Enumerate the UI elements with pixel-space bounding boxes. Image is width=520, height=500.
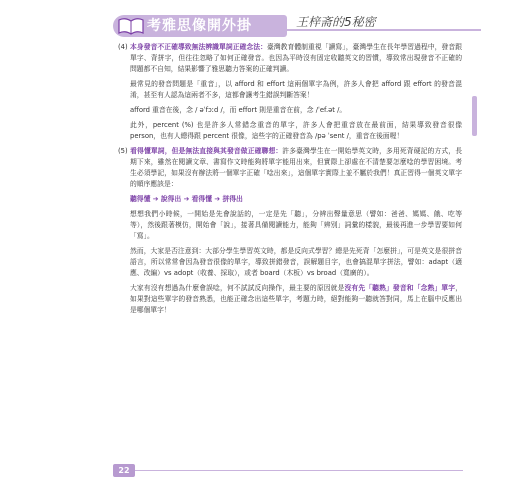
section-4-heading: 本身發音不正確導致無法辨識單詞正確念法： [130, 43, 267, 51]
header-rule [281, 29, 481, 31]
section-5-text: 許多臺灣學生在一開始學英文時，多用死背硬記的方式，長期下來，雖然在閱讀文章、書寫作文時能夠將單字能用出來，但實際上卻處在不清楚要怎麼唸的學習困境。考生必須學記，如果沒有辦法將一個單字正確「唸出來」，這個單字實際上並不屬於我們！真正習得一個英文單字的順序應該是： [130, 147, 463, 188]
section-4-intro [118, 42, 463, 75]
section-4-pronunciation: afford 重音在後，念 / əˈfɔːd /，而 effort 則是重音在前，念 /ˈef.ət /。 [130, 106, 347, 114]
section-4-number: (4) [118, 43, 128, 51]
section-5-reverse-learning: 然而，大家是否注意到：大部分學生學習英文時，都是反向式學習？總是先死背「怎麼拼」，可是英文是很拼音語言，所以常常會因為發音很像的單字，導致拼錯發音，誤解題目字，也會搞混單字拼法，譬如：adapt（適應、改編）vs adopt（收養、採取），或者 board（木板）vs broad（寬廣的）。 [130, 247, 462, 277]
conclusion-highlight: 沒有先「聽熟」發音和「念熟」單字 [344, 284, 456, 292]
section-5-conclusion [130, 283, 462, 316]
conclusion-text-a: 大家有沒有想過為什麼會誤唸，何不試試反向操作，最主要的原因就是 [130, 284, 345, 292]
footer-rule [113, 470, 463, 471]
learning-sequence: 聽得懂 ➔ 說得出 ➔ 看得懂 ➔ 拼得出 [130, 195, 243, 203]
open-book-icon [117, 16, 145, 36]
book-title: 考雅思像開外掛 [147, 18, 252, 34]
section-4-percent: 此外，percent (%) 也是許多人常錯念重音的單字，許多人會把重音放在最前面，結果導致發音很像 person，也有人總得跟 percent 很像，這些字的正確發音為 /pə ˈsent /，重音在後面喔！ [130, 121, 462, 140]
section-5-intro [118, 146, 463, 190]
book-subtitle: 王梓斋的5秘密 [296, 15, 376, 29]
section-5-childhood: 想想我們小時候，一開始是先會說話的，一定是先「聽」，分辨出聲量意思（譬如：爸爸、媽媽、餓、吃等等），然後跟著模仿，開始會「說」，接著具備閱讀能力，能夠「辨別」詞彙的樣貌，最後再進一步學習要如何「寫」。 [130, 210, 462, 240]
section-4-stress-example: 最常見的發音問題是「重音」，以 afford 和 effort 這兩個單字為例，許多人會把 afford 跟 effort 的發音混淆，甚至有人認為這兩者不多，這都會讓考生錯誤判斷答案！ [130, 80, 462, 99]
side-accent-bar [472, 96, 477, 136]
conclusion-text-b: ，如果對這些單字的發音熟悉，也能正確念出這些單字，考題力時，絕對能夠一聽就答對同，馬上在腦中反應出是哪個單字！ [130, 284, 463, 314]
running-header [113, 12, 413, 38]
section-4-text: 臺灣教育體制重視「讀寫」，臺灣學生在長年學習過程中，發音跟單字、背拼字，但往往忽略了如何正確發音。也因為平時沒有固定收聽英文的習慣，導致常出現發音不正確的問題都不自知，結果影響了雅思聽力答案的正確判讀。 [130, 43, 463, 73]
body-text [118, 42, 462, 320]
section-5-heading: 看得懂單詞，但是無法直接與其發音做正確聯想： [130, 147, 283, 155]
section-5-number: (5) [118, 147, 128, 155]
page-number: 22 [113, 464, 135, 477]
